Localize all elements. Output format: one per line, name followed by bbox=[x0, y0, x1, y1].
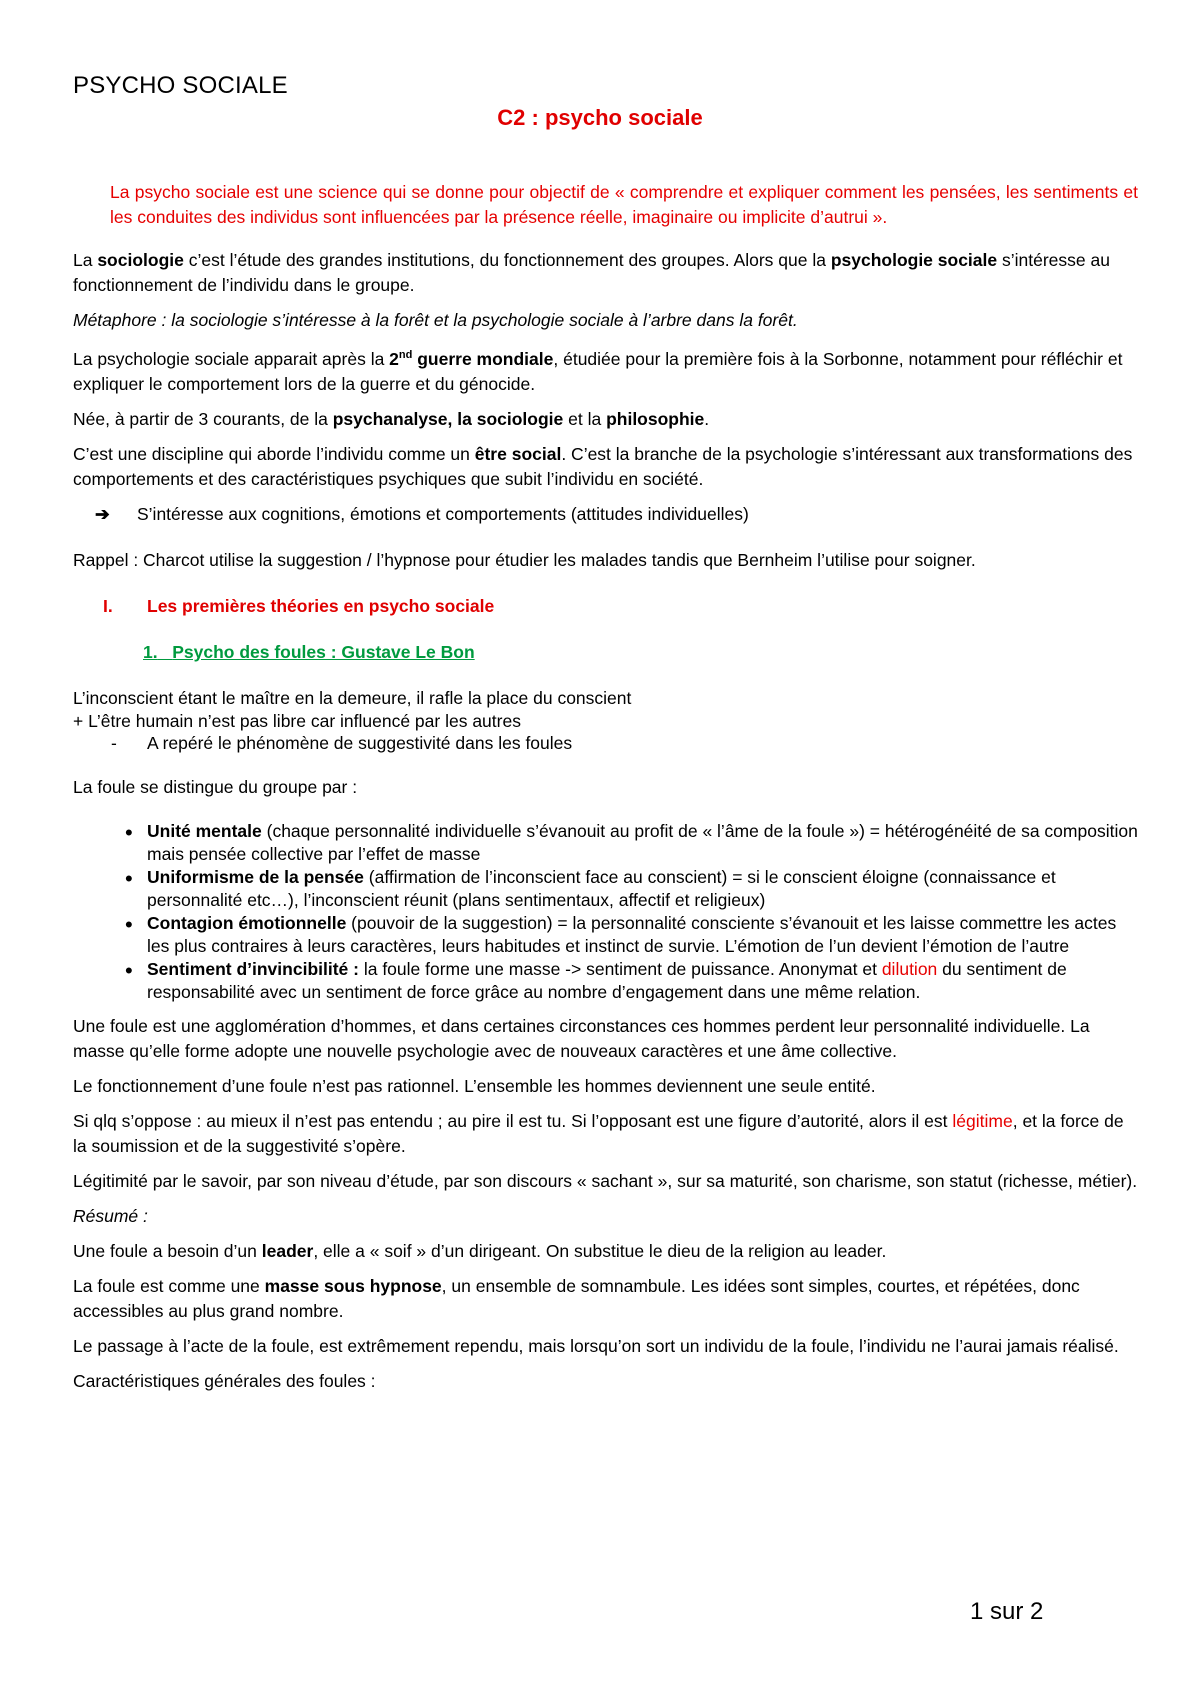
arrow-list-item: ➔ S’intéresse aux cognitions, émotions et comportements (attitudes individuelles) bbox=[73, 502, 1138, 527]
paragraph-metaphore: Métaphore : la sociologie s’intéresse à la forêt et la psychologie sociale à l’arbre dans la forêt. bbox=[73, 310, 798, 330]
bullet-item: • Uniformisme de la pensée (affirmation de l’inconscient face au conscient) = si le conscient éloigne (connaissance et personnalité etc…), l’inconscient réunit (plans sentimentaux, affectif et religieux) bbox=[125, 865, 1056, 910]
paragraph-discipline: C’est une discipline qui aborde l’individu comme un être social. C’est la branche de la psychologie s’intéressant aux transformations des comportements et des caractéristiques psychiques que subit l’individu en société. bbox=[73, 443, 1133, 489]
subsection-heading-1: 1. Psycho des foules : Gustave Le Bon bbox=[143, 641, 475, 662]
page-number: 1 sur 2 bbox=[970, 1598, 1044, 1625]
paragraph-agglomeration: Une foule est une agglomération d’hommes, et dans certaines circonstances ces hommes perdent leur personnalité individuelle. La masse qu’elle forme adopte une nouvelle psychologie avec de nouveaux caractères et une âme collective. bbox=[73, 1015, 1090, 1061]
inconscient-line-1: L’inconscient étant le maître en la demeure, il rafle la place du conscient bbox=[73, 687, 632, 708]
section-heading-1: I. Les premières théories en psycho sociale bbox=[103, 595, 495, 616]
bullet-icon: • bbox=[125, 911, 133, 937]
bullet-icon: • bbox=[125, 865, 133, 891]
intro-definition: La psycho sociale est une science qui se donne pour objectif de « comprendre et expliquer comment les pensées, les sentiments et les conduites des individus sont influencées par la présence réelle, imaginaire ou implicite d’autrui ». bbox=[110, 182, 1138, 227]
paragraph-hypnose: La foule est comme une masse sous hypnose, un ensemble de somnambule. Les idées sont simples, courtes, et répétées, donc accessibles au plus grand nombre. bbox=[73, 1275, 1080, 1321]
bullet-item: • Sentiment d’invincibilité : la foule forme une masse -> sentiment de puissance. Anonymat et dilution du sentiment de responsabilité avec un sentiment de force grâce au nombre d’engagement dans une même relation. bbox=[125, 957, 1067, 1002]
paragraph-passage-acte: Le passage à l’acte de la foule, est extrêmement rependu, mais lorsqu’on sort un individu de la foule, l’individu ne l’aurai jamais réalisé. bbox=[73, 1335, 1119, 1356]
paragraph-sociologie: La sociologie c’est l’étude des grandes institutions, du fonctionnement des groupes. Alors que la psychologie sociale s’intéresse au fonctionnement de l’individu dans le groupe. bbox=[73, 250, 1110, 295]
paragraph-legitimite: Légitimité par le savoir, par son niveau d’étude, par son discours « sachant », sur sa maturité, son charisme, son statut (richesse, métier). bbox=[73, 1170, 1138, 1191]
bullet-item: • Contagion émotionnelle (pouvoir de la suggestion) = la personnalité consciente s’évanouit et les laisse commettre les actes les plus contraires à leurs caractères, leurs habitudes et instinct de survie. L’émotion de l’un devient l’émotion de l’autre bbox=[125, 911, 1117, 956]
bullet-icon: • bbox=[125, 957, 133, 983]
paragraph-origine: La psychologie sociale apparait après la 2nd guerre mondiale, étudiée pour la première fois à la Sorbonne, notamment pour réfléchir et expliquer le comportement lors de la guerre et du génocide. bbox=[73, 348, 1123, 394]
paragraph-opposition: Si qlq s’oppose : au mieux il n’est pas entendu ; au pire il est tu. Si l’opposant est une figure d’autorité, alors il est légitime, et la force de la soumission et de la suggestivité s’opère. bbox=[73, 1110, 1124, 1156]
resume-label: Résumé : bbox=[73, 1205, 148, 1226]
paragraph-caracteristiques: Caractéristiques générales des foules : bbox=[73, 1370, 376, 1391]
foule-intro: La foule se distingue du groupe par : bbox=[73, 776, 358, 797]
paragraph-courants: Née, à partir de 3 courants, de la psychanalyse, la sociologie et la philosophie. bbox=[73, 408, 710, 429]
inconscient-line-2: + L’être humain n’est pas libre car influencé par les autres bbox=[73, 710, 521, 731]
bullet-item: • Unité mentale (chaque personnalité individuelle s’évanouit au profit de « l’âme de la foule ») = hétérogénéité de sa composition mais pensée collective par l’effet de masse bbox=[125, 819, 1138, 864]
document-header: PSYCHO SOCIALE bbox=[73, 72, 288, 99]
bullet-icon: • bbox=[125, 819, 133, 845]
arrow-right-icon: ➔ bbox=[95, 503, 110, 524]
paragraph-leader: Une foule a besoin d’un leader, elle a « soif » d’un dirigeant. On substitue le dieu de la religion au leader. bbox=[73, 1240, 887, 1261]
paragraph-fonctionnement: Le fonctionnement d’une foule n’est pas rationnel. L’ensemble les hommes deviennent une seule entité. bbox=[73, 1075, 876, 1096]
chapter-title: C2 : psycho sociale bbox=[497, 105, 703, 130]
dash-list-item: - A repéré le phénomène de suggestivité dans les foules bbox=[111, 732, 573, 753]
document-body bbox=[73, 248, 1138, 1394]
paragraph-rappel: Rappel : Charcot utilise la suggestion / l’hypnose pour étudier les malades tandis que Bernheim l’utilise pour soigner. bbox=[73, 549, 976, 570]
